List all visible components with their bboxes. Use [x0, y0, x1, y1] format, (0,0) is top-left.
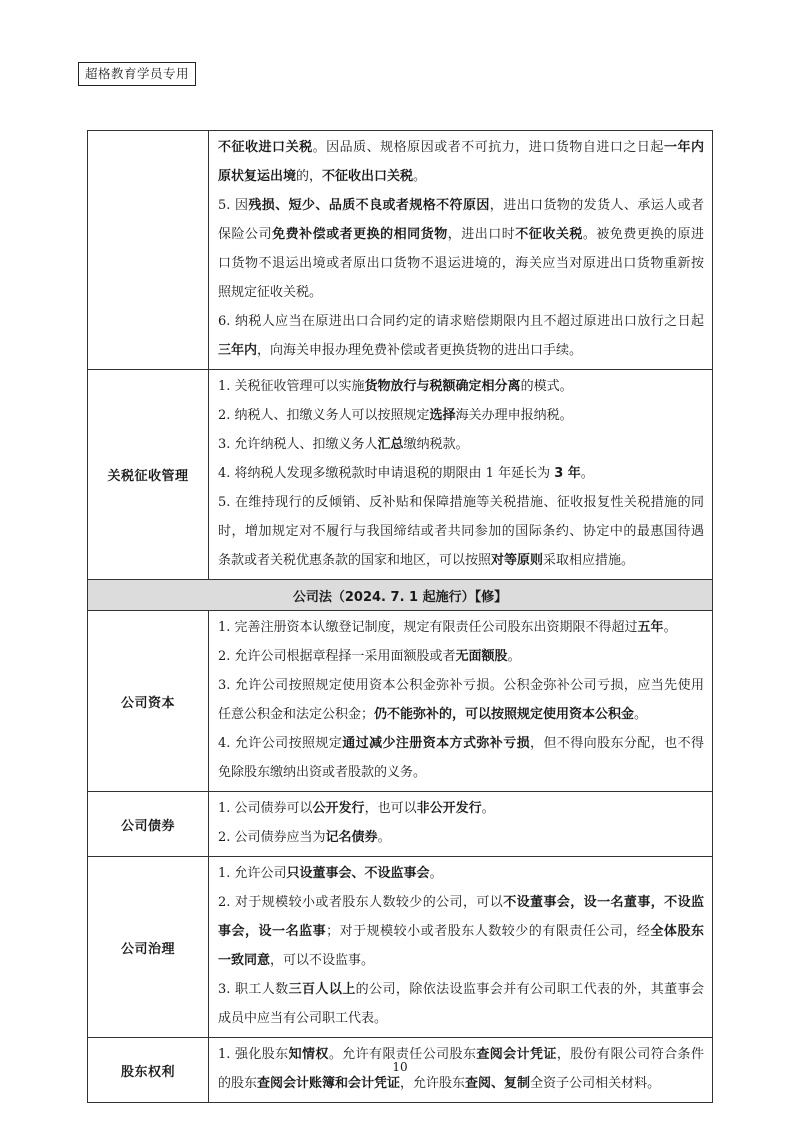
row-content	[209, 370, 713, 580]
emphasis-text: 查阅会计账簿和会计凭证	[257, 1076, 401, 1091]
body-text: 2. 纳税人、扣缴义务人可以按照规定	[218, 408, 430, 423]
row-content	[209, 131, 713, 370]
body-text: 。	[377, 830, 391, 845]
table-row	[88, 370, 713, 580]
text-line	[218, 946, 704, 975]
emphasis-text: 不设董事会，设一名董事，不设监	[503, 895, 704, 910]
document-stamp: 超格教育学员专用	[78, 62, 196, 86]
table-row	[88, 857, 713, 1038]
body-text: 。	[429, 866, 443, 881]
row-content	[209, 611, 713, 792]
emphasis-text: 不征收进口关税	[218, 140, 313, 155]
emphasis-text: 货物放行与税额确定相分离	[364, 379, 521, 394]
body-text: 2. 允许公司根据章程择一采用面额股或者	[218, 649, 456, 664]
emphasis-text: 查阅会计凭证	[476, 1047, 557, 1062]
emphasis-text: 查阅、复制	[465, 1076, 531, 1091]
body-text: 2. 对于规模较小或者股东人数较少的公司，可以	[218, 895, 504, 910]
emphasis-text: 记名债券	[325, 830, 378, 845]
table-row	[88, 131, 713, 370]
text-line	[218, 401, 704, 430]
text-line	[218, 220, 704, 249]
body-text: 。	[413, 169, 427, 184]
body-text: ，允许股东	[400, 1076, 466, 1091]
text-line	[218, 917, 704, 946]
text-line	[218, 823, 704, 852]
content-table	[87, 130, 713, 1103]
body-text: 4. 将纳税人发现多缴税款时申请退税的期限由 1 年延长为	[218, 466, 555, 481]
body-text: 1. 完善注册资本认缴登记制度，规定有限责任公司股东出资期限不得超过	[218, 620, 638, 635]
text-line	[218, 488, 704, 517]
table-row	[88, 792, 713, 857]
row-content	[209, 792, 713, 857]
body-text: 1. 允许公司	[218, 866, 287, 881]
emphasis-text: 知情权	[288, 1047, 329, 1062]
section-header-row	[88, 580, 713, 611]
body-text: 采取相应措施。	[543, 553, 635, 568]
body-text: 口货物不退运出境或者原出口货物不退运进境的，海关应当对原进出口货物重新按	[218, 256, 704, 271]
emphasis-text: 非公开发行	[416, 801, 482, 816]
body-text: ，股份有限公司符合条件	[556, 1047, 704, 1062]
text-line	[218, 278, 704, 307]
emphasis-text: 只设董事会、不设监事会	[286, 866, 430, 881]
emphasis-text: 3 年	[554, 466, 581, 481]
body-text: 3. 允许纳税人、扣缴义务人	[218, 437, 378, 452]
body-text: 免除股东缴纳出资或者股款的义务。	[218, 765, 427, 780]
text-line	[218, 613, 704, 642]
text-line	[218, 1004, 704, 1033]
body-text: ，也可以	[364, 801, 417, 816]
text-line	[218, 336, 704, 365]
body-text: ；对于规模较小或者股东人数较少的有限责任公司，经	[326, 924, 651, 939]
text-line	[218, 249, 704, 278]
body-text: 的模式。	[520, 379, 573, 394]
emphasis-text: 三百人以上	[288, 982, 356, 997]
body-text: 海关办理申报纳税。	[455, 408, 573, 423]
body-text: 5. 在维持现行的反倾销、反补贴和保障措施等关税措施、征收报复性关税措施的同	[218, 495, 704, 510]
body-text: 任意公积金和法定公积金；	[218, 707, 375, 722]
body-text: 。	[481, 801, 495, 816]
body-text: ，向海关申报办理免费补偿或者更换货物的进出口手续。	[257, 343, 583, 358]
text-line	[218, 700, 704, 729]
emphasis-text: 一年内	[663, 140, 704, 155]
text-line	[218, 859, 704, 888]
page-number: 10	[392, 1060, 408, 1074]
body-text: 的，	[296, 169, 323, 184]
body-text: 6. 纳税人应当在原进出口合同约定的请求赔偿期限内且不超过原进出口放行之日起	[218, 314, 704, 329]
body-text: 。	[663, 620, 677, 635]
row-content	[209, 857, 713, 1038]
emphasis-text: 无面额股	[455, 649, 508, 664]
body-text: 1. 公司债券可以	[218, 801, 313, 816]
text-line	[218, 430, 704, 459]
text-line	[218, 729, 704, 758]
body-text: 的股东	[218, 1076, 258, 1091]
body-text: ，进出口货物的发货人、承运人或者	[489, 198, 704, 213]
row-label: 关税征收管理	[88, 370, 209, 580]
body-text: ，可以不设监事。	[270, 953, 375, 968]
text-line	[218, 642, 704, 671]
text-line	[218, 459, 704, 488]
body-text: 。	[580, 466, 594, 481]
emphasis-text: 不征收出口关税	[322, 169, 414, 184]
body-text: 保险公司	[218, 227, 273, 242]
emphasis-text: 事会，设一名监事	[218, 924, 327, 939]
emphasis-text: 三年内	[218, 343, 258, 358]
text-line	[218, 517, 704, 546]
emphasis-text: 免费补偿或者更换的相同货物	[272, 227, 448, 242]
body-text: 3. 允许公司按照规定使用资本公积金弥补亏损。公积金弥补公司亏损，应当先使用	[218, 678, 704, 693]
text-line	[218, 162, 704, 191]
row-label: 公司资本	[88, 611, 209, 792]
emphasis-text: 选择	[429, 408, 456, 423]
body-text: 时，增加规定对不履行与我国缔结或者共同参加的国际条约、协定中的最惠国待遇	[218, 524, 704, 539]
body-text: 。被免费更换的原进	[582, 227, 704, 242]
emphasis-text: 仍不能弥补的，可以按照规定使用资本公积金	[374, 707, 635, 722]
row-label: 股东权利	[88, 1038, 209, 1103]
emphasis-text: 一致同意	[218, 953, 271, 968]
emphasis-text: 残损、短少、品质不良或者规格不符原因	[248, 198, 490, 213]
emphasis-text: 对等原则	[491, 553, 544, 568]
text-line	[218, 307, 704, 336]
emphasis-text: 公开发行	[312, 801, 365, 816]
body-text: 。	[634, 707, 648, 722]
body-text: 的公司，除依法设监事会并有公司职工代表的外，其董事会	[355, 982, 704, 997]
body-text: 照规定征收关税。	[218, 285, 323, 300]
emphasis-text: 全体股东	[650, 924, 704, 939]
body-text: 1. 强化股东	[218, 1047, 289, 1062]
emphasis-text: 原状复运出境	[218, 169, 297, 184]
body-text: ，但不得向股东分配，也不得	[530, 736, 704, 751]
text-line	[218, 133, 704, 162]
row-label	[88, 131, 209, 370]
emphasis-text: 汇总	[377, 437, 404, 452]
text-line	[218, 888, 704, 917]
body-text: 。因品质、规格原因或者不可抗力，进口货物自进口之日起	[312, 140, 664, 155]
body-text: 1. 关税征收管理可以实施	[218, 379, 365, 394]
table-row	[88, 611, 713, 792]
section-title: 公司法（2024. 7. 1 起施行）【修】	[88, 580, 713, 611]
text-line	[218, 975, 704, 1004]
emphasis-text: 五年	[637, 620, 664, 635]
row-label: 公司治理	[88, 857, 209, 1038]
text-line	[218, 191, 704, 220]
body-text: 条款或者关税优惠条款的国家和地区，可以按照	[218, 553, 492, 568]
text-line	[218, 758, 704, 787]
body-text: 3. 职工人数	[218, 982, 289, 997]
text-line	[218, 671, 704, 700]
body-text: 缴纳税款。	[403, 437, 469, 452]
emphasis-text: 通过减少注册资本方式弥补亏损	[342, 736, 531, 751]
text-line	[218, 372, 704, 401]
body-text: 成员中应当有公司职工代表。	[218, 1011, 388, 1026]
text-line	[218, 546, 704, 575]
body-text: ，进出口时	[447, 227, 516, 242]
body-text: 5. 因	[218, 198, 249, 213]
text-line	[218, 794, 704, 823]
body-text: 4. 允许公司按照规定	[218, 736, 343, 751]
body-text: 2. 公司债券应当为	[218, 830, 326, 845]
body-text: 全资子公司相关材料。	[530, 1076, 661, 1091]
row-label: 公司债券	[88, 792, 209, 857]
body-text: 。允许有限责任公司股东	[328, 1047, 477, 1062]
emphasis-text: 不征收关税	[515, 227, 583, 242]
body-text: 。	[507, 649, 521, 664]
